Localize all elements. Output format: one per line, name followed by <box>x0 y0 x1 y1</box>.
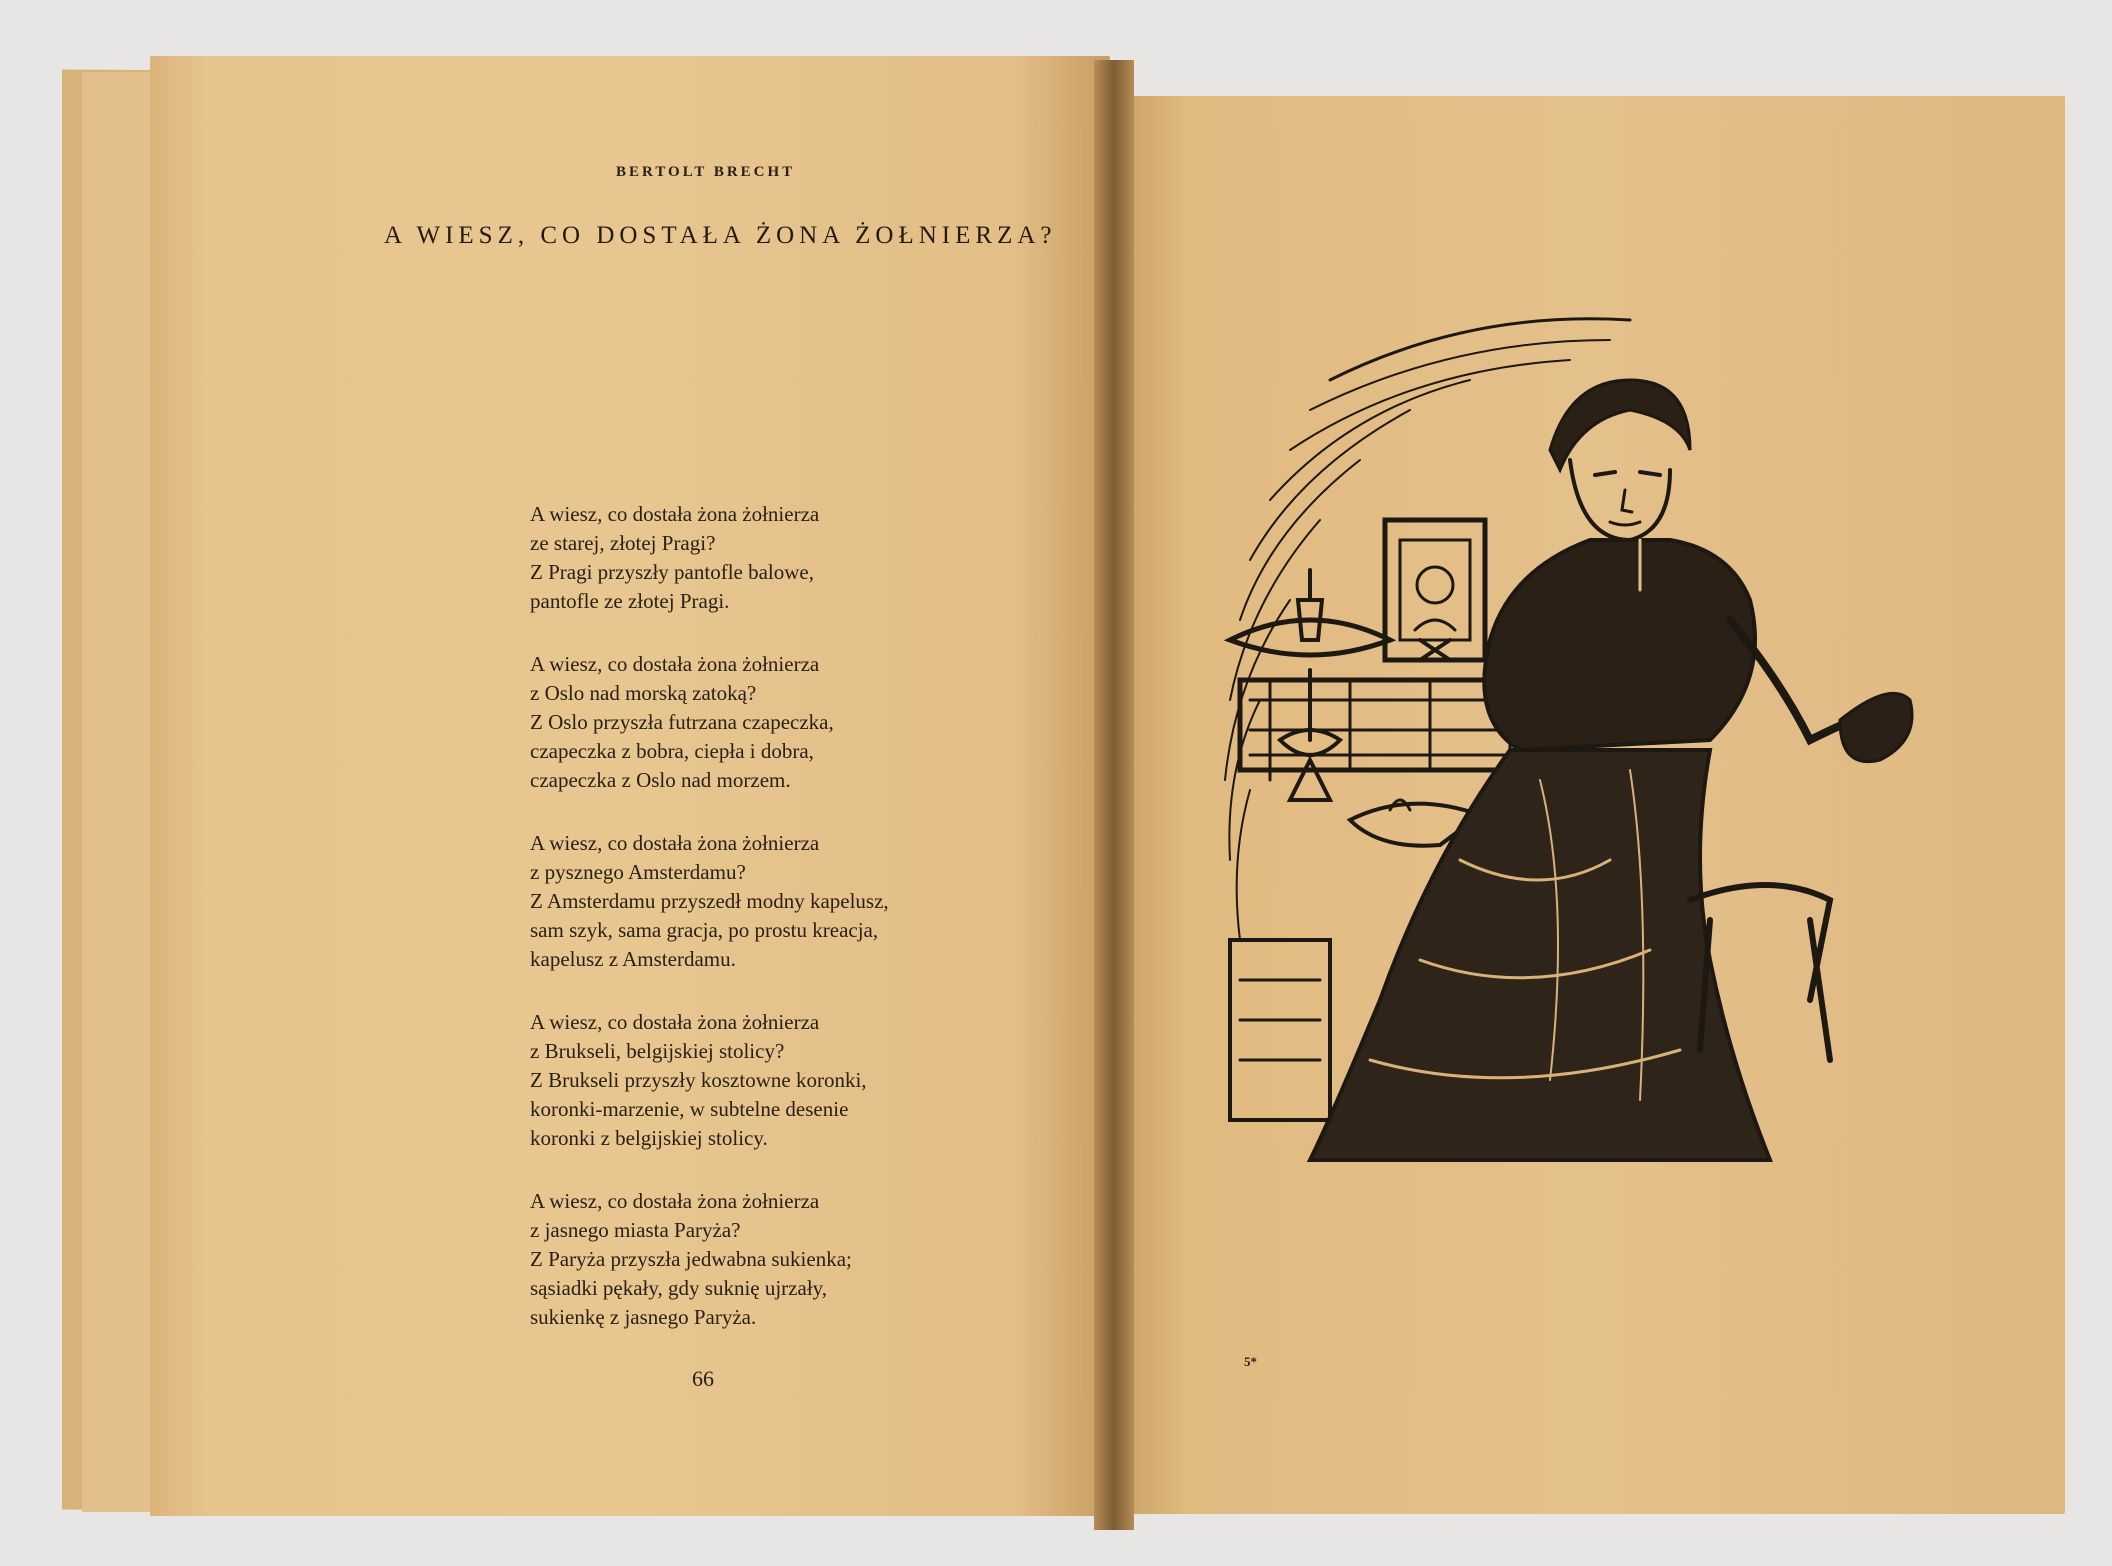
verse-line: pantofle ze złotej Pragi. <box>530 589 730 613</box>
verse-line: ze starej, złotej Pragi? <box>530 531 716 555</box>
poem-title: A WIESZ, CO DOSTAŁA ŻONA ŻOŁNIERZA? <box>384 222 1057 249</box>
woman-at-desk-illustration <box>1210 300 1930 1200</box>
verse-line: sukienkę z jasnego Paryża. <box>530 1305 757 1329</box>
verse-line: A wiesz, co dostała żona żołnierza <box>530 502 820 526</box>
stanza <box>530 500 1050 616</box>
stanza <box>530 829 1050 974</box>
verse-line: sąsiadki pękały, gdy suknię ujrzały, <box>530 1276 828 1300</box>
verse-line: Z Paryża przyszła jedwabna sukienka; <box>530 1247 852 1271</box>
verse-line: z Oslo nad morską zatoką? <box>530 681 757 705</box>
page-number-left: 66 <box>692 1366 714 1391</box>
verse-line: A wiesz, co dostała żona żołnierza <box>530 652 820 676</box>
stanza <box>530 1008 1050 1153</box>
verse-line: czapeczka z bobra, ciepła i dobra, <box>530 739 814 763</box>
verse-line: A wiesz, co dostała żona żołnierza <box>530 1189 820 1213</box>
verse-line: Z Pragi przyszły pantofle balowe, <box>530 560 814 584</box>
verse-line: z jasnego miasta Paryża? <box>530 1218 741 1242</box>
verse-line: Z Oslo przyszła futrzana czapeczka, <box>530 710 834 734</box>
verse-line: Z Amsterdamu przyszedł modny kapelusz, <box>530 889 889 913</box>
verse-line: sam szyk, sama gracja, po prostu kreacja, <box>530 918 879 942</box>
verse-line: z pysznego Amsterdamu? <box>530 860 746 884</box>
page-number-right: 5* <box>1244 1354 1257 1369</box>
verse-line: z Brukseli, belgijskiej stolicy? <box>530 1039 785 1063</box>
book-gutter <box>1094 60 1134 1530</box>
stanza <box>530 650 1050 795</box>
verse-line: A wiesz, co dostała żona żołnierza <box>530 1010 820 1034</box>
verse-line: A wiesz, co dostała żona żołnierza <box>530 831 820 855</box>
author-heading: BERTOLT BRECHT <box>616 164 796 180</box>
poem-body <box>530 500 1050 1366</box>
verse-line: koronki-marzenie, w subtelne desenie <box>530 1097 849 1121</box>
verse-line: Z Brukseli przyszły kosztowne koronki, <box>530 1068 867 1092</box>
verse-line: koronki z belgijskiej stolicy. <box>530 1126 768 1150</box>
verse-line: kapelusz z Amsterdamu. <box>530 947 736 971</box>
stanza <box>530 1187 1050 1332</box>
verse-line: czapeczka z Oslo nad morzem. <box>530 768 791 792</box>
